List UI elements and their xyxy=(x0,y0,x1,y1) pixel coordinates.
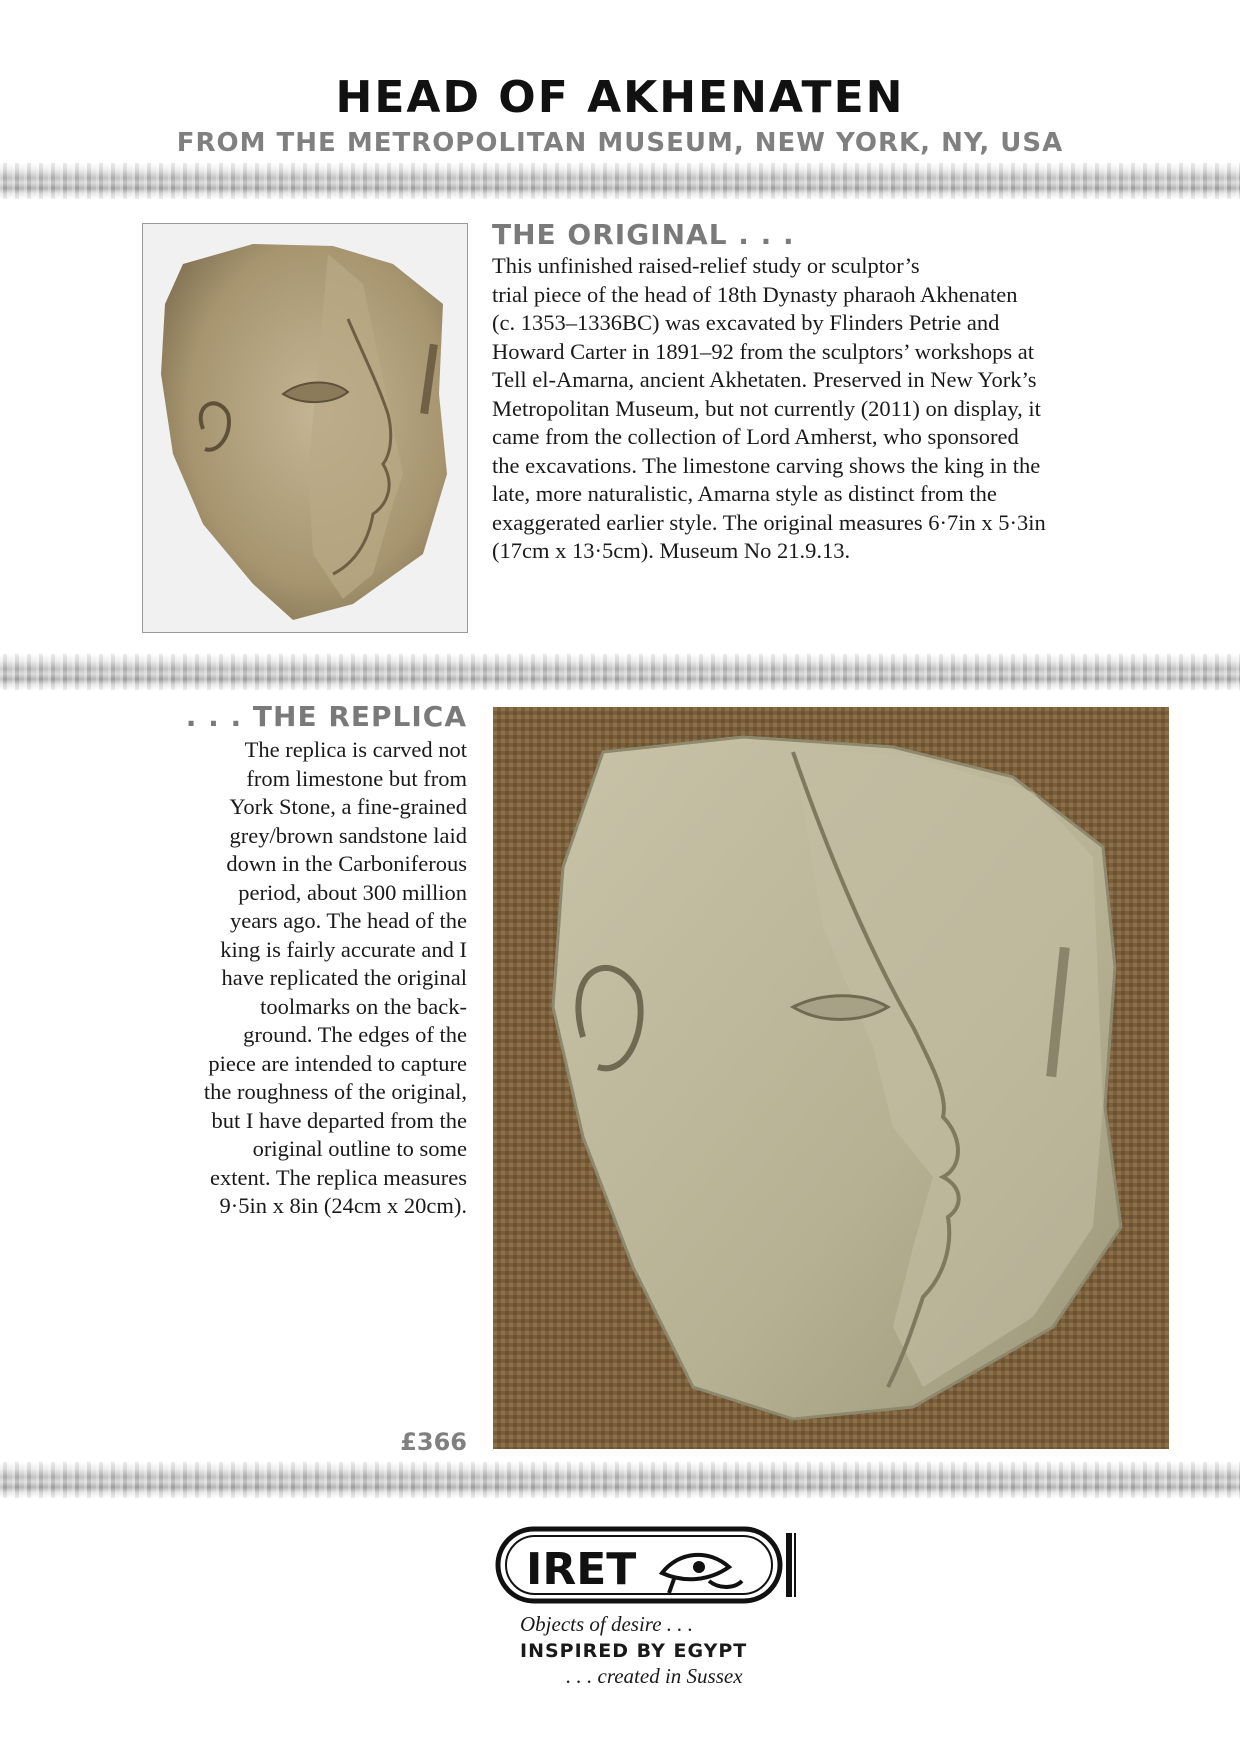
tagline-objects-of-desire: Objects of desire . . . xyxy=(520,1612,694,1636)
text-line: Tell el-Amarna, ancient Akhetaten. Preserved in New York’s xyxy=(492,367,1037,392)
text-line: extent. The replica measures xyxy=(210,1164,467,1190)
text-line: (c. 1353–1336BC) was excavated by Flinders Petrie and xyxy=(492,310,1000,335)
text-line: toolmarks on the back- xyxy=(260,993,467,1019)
replica-description xyxy=(47,736,467,1221)
text-line: but I have departed from the xyxy=(211,1107,467,1133)
text-line: grey/brown sandstone laid xyxy=(229,822,467,848)
original-description xyxy=(492,252,1182,566)
iret-logo xyxy=(494,1523,814,1607)
text-line: trial piece of the head of 18th Dynasty pharaoh Akhenaten xyxy=(492,281,1018,307)
price-label: £366 xyxy=(400,1428,467,1456)
text-line: This unfinished raised-relief study or sculptor’s xyxy=(492,253,920,278)
iret-cartouche xyxy=(494,1523,814,1607)
text-line: Howard Carter in 1891–92 from the sculptors’ workshops at xyxy=(492,338,1034,364)
text-line: (17cm x 13·5cm). Museum No 21.9.13. xyxy=(492,538,851,563)
page-subtitle: FROM THE METROPOLITAN MUSEUM, NEW YORK, NY, USA xyxy=(176,128,1064,158)
text-line: came from the collection of Lord Amherst, who sponsored xyxy=(492,424,1019,449)
replica-heading: . . . THE REPLICA xyxy=(185,700,467,733)
stone-divider-middle xyxy=(0,654,1240,690)
replica-relief-image xyxy=(493,707,1169,1449)
page-title: HEAD OF AKHENATEN xyxy=(335,72,905,123)
text-line: the excavations. The limestone carving shows the king in the xyxy=(492,452,1041,478)
text-line: exaggerated earlier style. The original measures 6·7in x 5·3in xyxy=(492,509,1046,535)
original-photo xyxy=(142,223,468,633)
text-line: the roughness of the original, xyxy=(203,1079,467,1104)
replica-photo xyxy=(493,707,1169,1449)
original-relief-image xyxy=(143,224,467,632)
stone-divider-bottom xyxy=(0,1462,1240,1498)
text-line: late, more naturalistic, Amarna style as distinct from the xyxy=(492,481,997,506)
text-line: 9·5in x 8in (24cm x 20cm). xyxy=(219,1193,467,1218)
original-heading: THE ORIGINAL . . . xyxy=(492,218,795,251)
text-line: The replica is carved not xyxy=(244,737,467,762)
text-line: ground. The edges of the xyxy=(243,1022,467,1047)
text-line: original outline to some xyxy=(252,1136,467,1161)
text-line: from limestone but from xyxy=(246,765,467,791)
text-line: piece are intended to capture xyxy=(208,1050,467,1076)
text-line: Metropolitan Museum, but not currently (2011) on display, it xyxy=(492,395,1041,421)
tagline-created-in-sussex: . . . created in Sussex xyxy=(566,1664,743,1688)
text-line: have replicated the original xyxy=(221,965,467,990)
stone-divider-top xyxy=(0,163,1240,199)
tagline-inspired-by-egypt: INSPIRED BY EGYPT xyxy=(520,1640,748,1662)
text-line: period, about 300 million xyxy=(238,879,467,905)
logo-brand-text: IRET xyxy=(526,1544,637,1595)
text-line: York Stone, a fine-grained xyxy=(229,794,467,819)
text-line: years ago. The head of the xyxy=(230,908,467,933)
text-line: king is fairly accurate and I xyxy=(220,936,467,962)
text-line: down in the Carboniferous xyxy=(226,851,467,876)
